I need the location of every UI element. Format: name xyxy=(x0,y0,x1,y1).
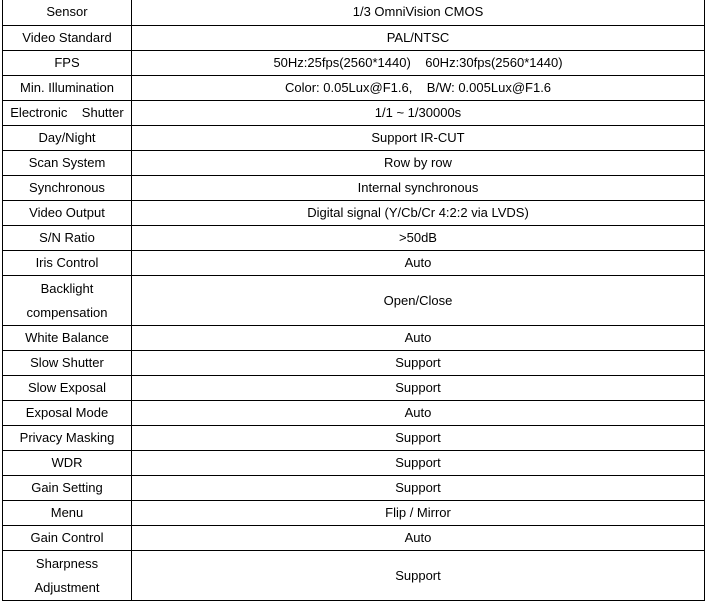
table-row xyxy=(3,326,705,351)
table-row xyxy=(3,76,705,101)
spec-label: Gain Setting xyxy=(3,476,132,501)
table-row xyxy=(3,276,705,326)
spec-label: Day/Night xyxy=(3,126,132,151)
spec-value: Support xyxy=(132,551,705,601)
spec-label: Slow Shutter xyxy=(3,351,132,376)
spec-value: Support IR-CUT xyxy=(132,126,705,151)
spec-value: PAL/NTSC xyxy=(132,26,705,51)
spec-label: Privacy Masking xyxy=(3,426,132,451)
spec-value: Row by row xyxy=(132,151,705,176)
spec-label: Sharpness Adjustment xyxy=(3,551,132,601)
spec-value: Support xyxy=(132,451,705,476)
table-row xyxy=(3,551,705,601)
spec-value: 1/3 OmniVision CMOS xyxy=(132,0,705,26)
spec-value: Internal synchronous xyxy=(132,176,705,201)
spec-label: Video Output xyxy=(3,201,132,226)
spec-value: Auto xyxy=(132,401,705,426)
spec-label: Video Standard xyxy=(3,26,132,51)
table-row xyxy=(3,126,705,151)
table-row xyxy=(3,251,705,276)
table-row xyxy=(3,101,705,126)
spec-label: Menu xyxy=(3,501,132,526)
spec-label: Synchronous xyxy=(3,176,132,201)
table-row xyxy=(3,526,705,551)
spec-value: 1/1 ~ 1/30000s xyxy=(132,101,705,126)
spec-value: Support xyxy=(132,426,705,451)
table-row xyxy=(3,226,705,251)
spec-label: S/N Ratio xyxy=(3,226,132,251)
spec-label: Backlight compensation xyxy=(3,276,132,326)
spec-label: WDR xyxy=(3,451,132,476)
spec-label: Exposal Mode xyxy=(3,401,132,426)
spec-value: Support xyxy=(132,376,705,401)
spec-label: Electronic Shutter xyxy=(3,101,132,126)
spec-label: Scan System xyxy=(3,151,132,176)
table-row xyxy=(3,0,705,26)
spec-label: Min. Illumination xyxy=(3,76,132,101)
spec-label: Sensor xyxy=(3,0,132,26)
spec-label: Slow Exposal xyxy=(3,376,132,401)
spec-value: Support xyxy=(132,476,705,501)
table-row xyxy=(3,176,705,201)
spec-label: Iris Control xyxy=(3,251,132,276)
table-row xyxy=(3,51,705,76)
spec-label: FPS xyxy=(3,51,132,76)
table-row xyxy=(3,151,705,176)
spec-value: Auto xyxy=(132,326,705,351)
table-row xyxy=(3,426,705,451)
spec-value: Open/Close xyxy=(132,276,705,326)
spec-value: >50dB xyxy=(132,226,705,251)
spec-label: White Balance xyxy=(3,326,132,351)
table-row xyxy=(3,476,705,501)
table-row xyxy=(3,351,705,376)
table-row xyxy=(3,201,705,226)
spec-label: Gain Control xyxy=(3,526,132,551)
spec-table xyxy=(2,0,705,601)
spec-value: Digital signal (Y/Cb/Cr 4:2:2 via LVDS) xyxy=(132,201,705,226)
table-row xyxy=(3,451,705,476)
spec-value: Flip / Mirror xyxy=(132,501,705,526)
spec-value: Color: 0.05Lux@F1.6, B/W: 0.005Lux@F1.6 xyxy=(132,76,705,101)
spec-value: Auto xyxy=(132,251,705,276)
spec-value: Auto xyxy=(132,526,705,551)
spec-value: 50Hz:25fps(2560*1440) 60Hz:30fps(2560*1440) xyxy=(132,51,705,76)
table-row xyxy=(3,376,705,401)
table-row xyxy=(3,401,705,426)
table-row xyxy=(3,501,705,526)
spec-value: Support xyxy=(132,351,705,376)
table-row xyxy=(3,26,705,51)
